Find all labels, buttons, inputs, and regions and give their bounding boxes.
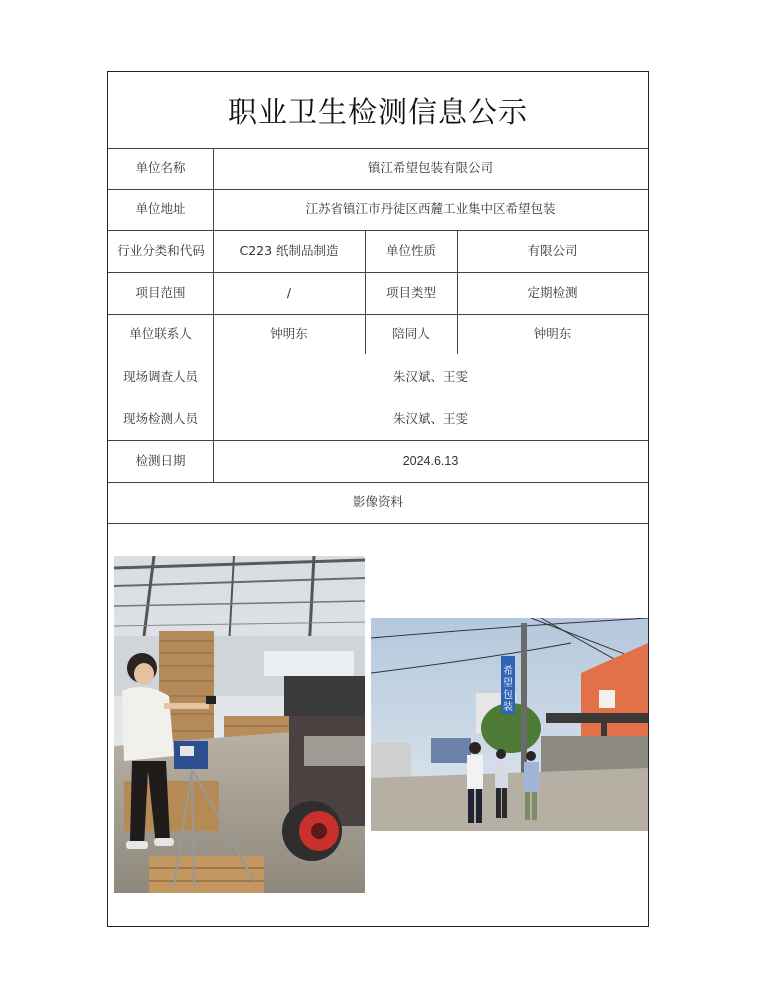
images-heading: 影像资料 bbox=[352, 494, 403, 510]
svg-text:包: 包 bbox=[503, 690, 513, 701]
unit-name-label: 单位名称 bbox=[135, 160, 186, 176]
test-date-value: 2024.6.13 bbox=[402, 453, 459, 468]
project-scope-label: 项目范围 bbox=[135, 284, 186, 300]
project-type-label: 项目类型 bbox=[385, 284, 436, 300]
row-divider bbox=[108, 523, 648, 524]
escort-value: 钟明东 bbox=[533, 325, 572, 341]
industry-value: C223 纸制品制造 bbox=[239, 242, 339, 258]
warehouse-measurement-photo-image bbox=[114, 556, 365, 893]
svg-text:望: 望 bbox=[503, 678, 513, 689]
contact-value: 钟明东 bbox=[270, 325, 308, 341]
survey-staff-label: 现场调查人员 bbox=[122, 368, 198, 384]
project-scope-value: / bbox=[286, 284, 292, 300]
document-title: 职业卫生检测信息公示 bbox=[227, 94, 528, 129]
unit-nature-label: 单位性质 bbox=[385, 242, 436, 258]
contact-label: 单位联系人 bbox=[129, 325, 192, 341]
site-group-photo bbox=[371, 618, 648, 831]
site-group-photo-image bbox=[371, 618, 648, 831]
unit-name-value: 镇江希望包装有限公司 bbox=[367, 160, 493, 176]
unit-address-value: 江苏省镇江市丹徒区西麓工业集中区希望包装 bbox=[305, 201, 556, 217]
industry-label: 行业分类和代码 bbox=[117, 242, 205, 258]
test-date-label: 检测日期 bbox=[135, 452, 186, 468]
info-sheet bbox=[107, 71, 649, 927]
testing-staff-value: 朱汉斌、王雯 bbox=[392, 410, 468, 426]
escort-label: 陪同人 bbox=[392, 325, 430, 341]
testing-staff-label: 现场检测人员 bbox=[122, 410, 198, 426]
svg-text:装: 装 bbox=[503, 702, 513, 713]
project-type-value: 定期检测 bbox=[527, 284, 578, 300]
unit-address-label: 单位地址 bbox=[135, 201, 186, 217]
survey-staff-value: 朱汉斌、王雯 bbox=[392, 368, 468, 384]
unit-nature-value: 有限公司 bbox=[527, 242, 578, 258]
svg-text:希: 希 bbox=[503, 666, 513, 677]
warehouse-measurement-photo bbox=[114, 556, 365, 893]
